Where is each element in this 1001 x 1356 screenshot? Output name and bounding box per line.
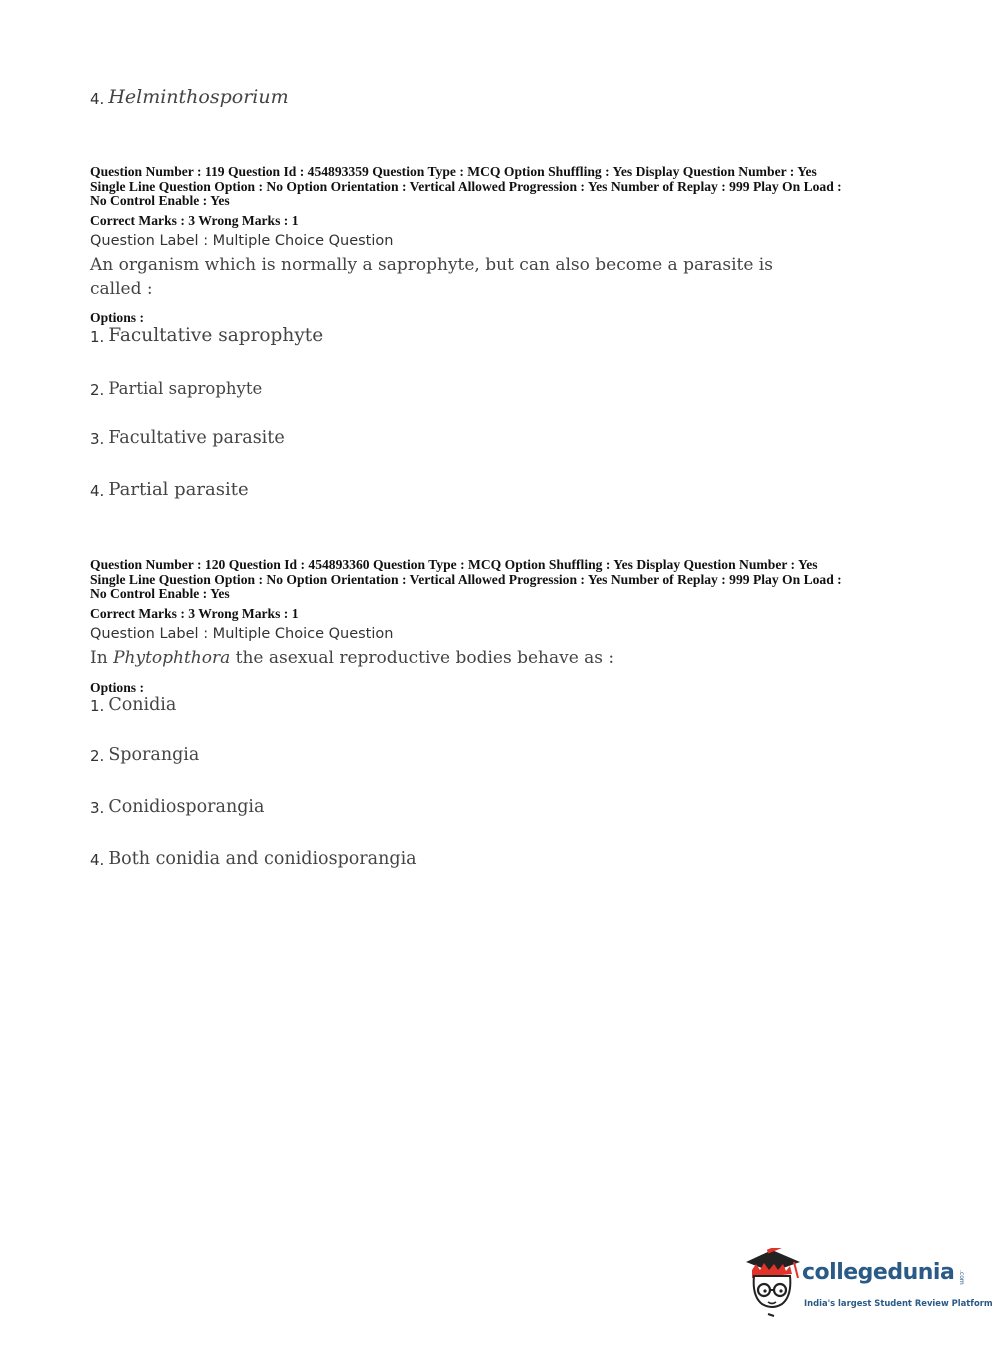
meta-line: Single Line Question Option : No Option Orientation : Vertical Allowed Progression : Yes Number of Replay : 999 Play On Load : (90, 178, 842, 194)
option-text: Facultative parasite (108, 428, 285, 448)
question-120-text (90, 646, 810, 670)
option-number: 2. (90, 747, 105, 765)
question-120-option-3[interactable] (90, 797, 264, 817)
option-number: 2. (90, 381, 105, 399)
question-120-option-4[interactable] (90, 849, 417, 869)
option-text: Sporangia (108, 745, 200, 765)
collegedunia-logo[interactable] (742, 1248, 993, 1318)
question-120-label: Question Label : Multiple Choice Question (90, 626, 394, 642)
question-119-option-2[interactable] (90, 379, 262, 399)
meta-line: No Control Enable : Yes (90, 586, 230, 601)
question-119-marks: Correct Marks : 3 Wrong Marks : 1 (90, 213, 299, 228)
question-119-text (90, 253, 810, 301)
option-text: Facultative saprophyte (108, 325, 324, 346)
question-119-option-1[interactable] (90, 325, 323, 346)
question-120-options-heading: Options : (90, 680, 145, 695)
question-120-option-1[interactable] (90, 695, 176, 715)
mascot-icon (742, 1248, 804, 1318)
option-number: 1. (90, 328, 105, 346)
meta-line: Question Number : 120 Question Id : 454893360 Question Type : MCQ Option Shuffling : Yes Display Question Number : Yes (90, 557, 818, 572)
option-number: 1. (90, 697, 105, 715)
question-119-options-heading: Options : (90, 310, 145, 325)
question-119-option-4[interactable] (90, 479, 249, 500)
option-text: Helminthosporium (108, 86, 289, 108)
question-text-line: called : (90, 279, 153, 299)
option-text: Partial parasite (108, 479, 249, 500)
option-text: Partial saprophyte (108, 379, 263, 398)
logo-wordmark: collegedunia (802, 1260, 955, 1285)
question-text-line: An organism which is normally a saprophyte, but can also become a parasite is (90, 255, 773, 275)
question-120-meta (90, 558, 930, 602)
previous-option (90, 86, 289, 108)
option-text: Conidiosporangia (108, 797, 265, 817)
option-number: 4. (90, 482, 105, 500)
option-number: 3. (90, 799, 105, 817)
question-119-meta (90, 165, 930, 209)
question-text-post: the asexual reproductive bodies behave as : (230, 648, 615, 668)
question-text-italic: Phytophthora (113, 648, 231, 668)
question-120-option-2[interactable] (90, 745, 199, 765)
meta-line: Single Line Question Option : No Option Orientation : Vertical Allowed Progression : Yes Number of Replay : 999 Play On Load : (90, 571, 842, 587)
question-119-option-3[interactable] (90, 428, 285, 448)
question-text-pre: In (90, 648, 114, 668)
meta-line: No Control Enable : Yes (90, 193, 230, 208)
option-number: 3. (90, 430, 105, 448)
option-number: 4. (90, 851, 105, 869)
option-text: Both conidia and conidiosporangia (108, 849, 417, 869)
option-text: Conidia (108, 695, 177, 715)
logo-suffix: .com (958, 1270, 965, 1285)
question-119-label: Question Label : Multiple Choice Question (90, 233, 394, 249)
meta-line: Question Number : 119 Question Id : 454893359 Question Type : MCQ Option Shuffling : Yes Display Question Number : Yes (90, 164, 817, 179)
question-120-marks: Correct Marks : 3 Wrong Marks : 1 (90, 606, 299, 621)
option-number: 4. (90, 90, 105, 108)
logo-tagline: India's largest Student Review Platform (804, 1298, 993, 1308)
